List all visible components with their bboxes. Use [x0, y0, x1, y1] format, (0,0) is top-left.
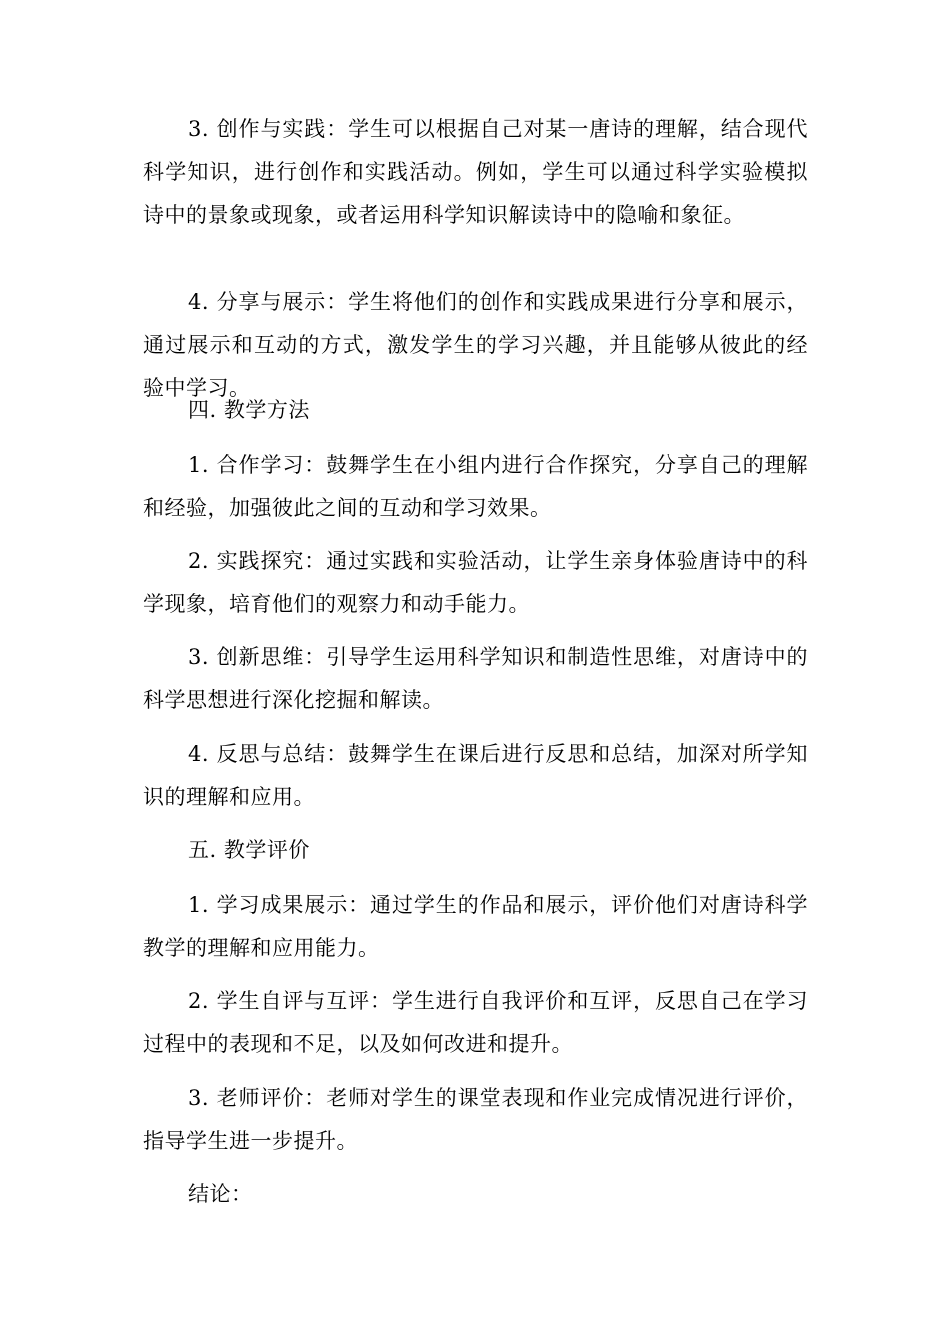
paragraph-creation-practice: 3. 创作与实践：学生可以根据自己对某一唐诗的理解，结合现代科学知识，进行创作和实践活动。例如，学生可以通过科学实验模拟诗中的景象或现象，或者运用科学知识解读诗中的隐喻和象征。: [143, 117, 808, 227]
paragraph-innovative-thinking: 3. 创新思维：引导学生运用科学知识和制造性思维，对唐诗中的科学思想进行深化挖掘和解读。: [143, 645, 808, 712]
paragraph-reflection-summary: 4. 反思与总结：鼓舞学生在课后进行反思和总结，加深对所学知识的理解和应用。: [143, 742, 808, 809]
heading-teaching-evaluation: 五. 教学评价: [188, 838, 310, 862]
paragraph-practice-inquiry: 2. 实践探究：通过实践和实验活动，让学生亲身体验唐诗中的科学现象，培育他们的观察力和动手能力。: [143, 549, 808, 616]
paragraph-cooperative-learning: 1. 合作学习：鼓舞学生在小组内进行合作探究，分享自己的理解和经验，加强彼此之间的互动和学习效果。: [143, 453, 808, 520]
paragraph-teacher-evaluation: 3. 老师评价：老师对学生的课堂表现和作业完成情况进行评价，指导学生进一步提升。: [143, 1086, 808, 1153]
paragraph-share-display: 4. 分享与展示：学生将他们的创作和实践成果进行分享和展示，通过展示和互动的方式，激发学生的学习兴趣，并且能够从彼此的经验中学习。: [143, 290, 808, 400]
heading-teaching-methods: 四. 教学方法: [188, 398, 310, 422]
heading-conclusion: 结论：: [188, 1182, 253, 1206]
paragraph-self-peer-evaluation: 2. 学生自评与互评：学生进行自我评价和互评，反思自己在学习过程中的表现和不足，以及如何改进和提升。: [143, 989, 808, 1056]
paragraph-achievement-display: 1. 学习成果展示：通过学生的作品和展示，评价他们对唐诗科学教学的理解和应用能力。: [143, 893, 808, 960]
